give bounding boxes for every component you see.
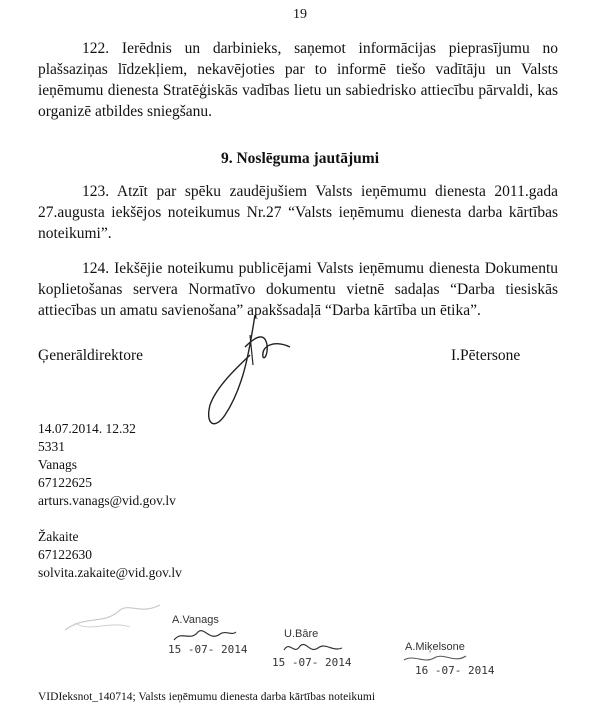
- meta-line: 5331: [38, 439, 65, 454]
- contact-block: [38, 420, 182, 582]
- paragraph-number: 124.: [82, 260, 110, 277]
- meta-line: Žakaite: [38, 529, 79, 544]
- director-signature: [195, 305, 305, 440]
- meta-line: [38, 510, 182, 528]
- approval-date: 15 -07- 2014: [168, 643, 248, 656]
- approval-name: A.Vanags: [172, 614, 219, 626]
- approval-name: U.Bāre: [284, 628, 319, 640]
- meta-line: Vanags: [38, 457, 77, 472]
- meta-line: solvita.zakaite@vid.gov.lv: [38, 565, 182, 580]
- page-number: 19: [293, 7, 307, 22]
- meta-line: arturs.vanags@vid.gov.lv: [38, 493, 176, 508]
- approval-name: A.Miķelsone: [405, 641, 465, 653]
- meta-line: 14.07.2014. 12.32: [38, 421, 136, 436]
- approval-date: 16 -07- 2014: [415, 664, 495, 677]
- document-footer: VIDIeksnot_140714; Valsts ieņēmumu dienesta darba kārtības noteikumi: [38, 691, 376, 703]
- meta-line: 67122625: [38, 475, 92, 490]
- approval-date: 15 -07- 2014: [272, 656, 352, 669]
- paragraph-122: [38, 38, 558, 122]
- paragraph-text: Ierēdnis un darbinieks, saņemot informācijas pieprasījumu no plašsaziņas līdzekļiem, nekavējoties par to informē tiešo vadītāju un Valsts ieņēmumu dienesta Stratēģiskās vadības lietu un sabiedrisko attiecību pārvaldi, kas organizē atbildes sniegšanu.: [38, 40, 558, 120]
- signature-name: I.Pētersone: [451, 347, 521, 364]
- paragraph-number: 122.: [82, 40, 110, 57]
- signature-title: Ģenerāldirektore: [38, 347, 143, 364]
- section-heading: 9. Noslēguma jautājumi: [220, 150, 379, 167]
- meta-line: 67122630: [38, 547, 92, 562]
- paragraph-number: 123.: [82, 183, 110, 200]
- paragraph-text: Atzīt par spēku zaudējušiem Valsts ieņēmumu dienesta 2011.gada 27.augusta iekšējos noteikumus Nr.27 “Valsts ieņēmumu dienesta darba kārtības noteikumi”.: [38, 183, 558, 242]
- paragraph-123: [38, 181, 558, 244]
- paragraph-text: Iekšējie noteikumu publicējami Valsts ieņēmumu dienesta Dokumentu koplietošanas servera Normatīvo dokumentu vietnē sadaļas “Darba tiesiskās attiecības un amatu savienošana” apakšsadaļā “Darba kārtība un ētika”.: [38, 260, 558, 319]
- faint-signature: [60, 595, 170, 640]
